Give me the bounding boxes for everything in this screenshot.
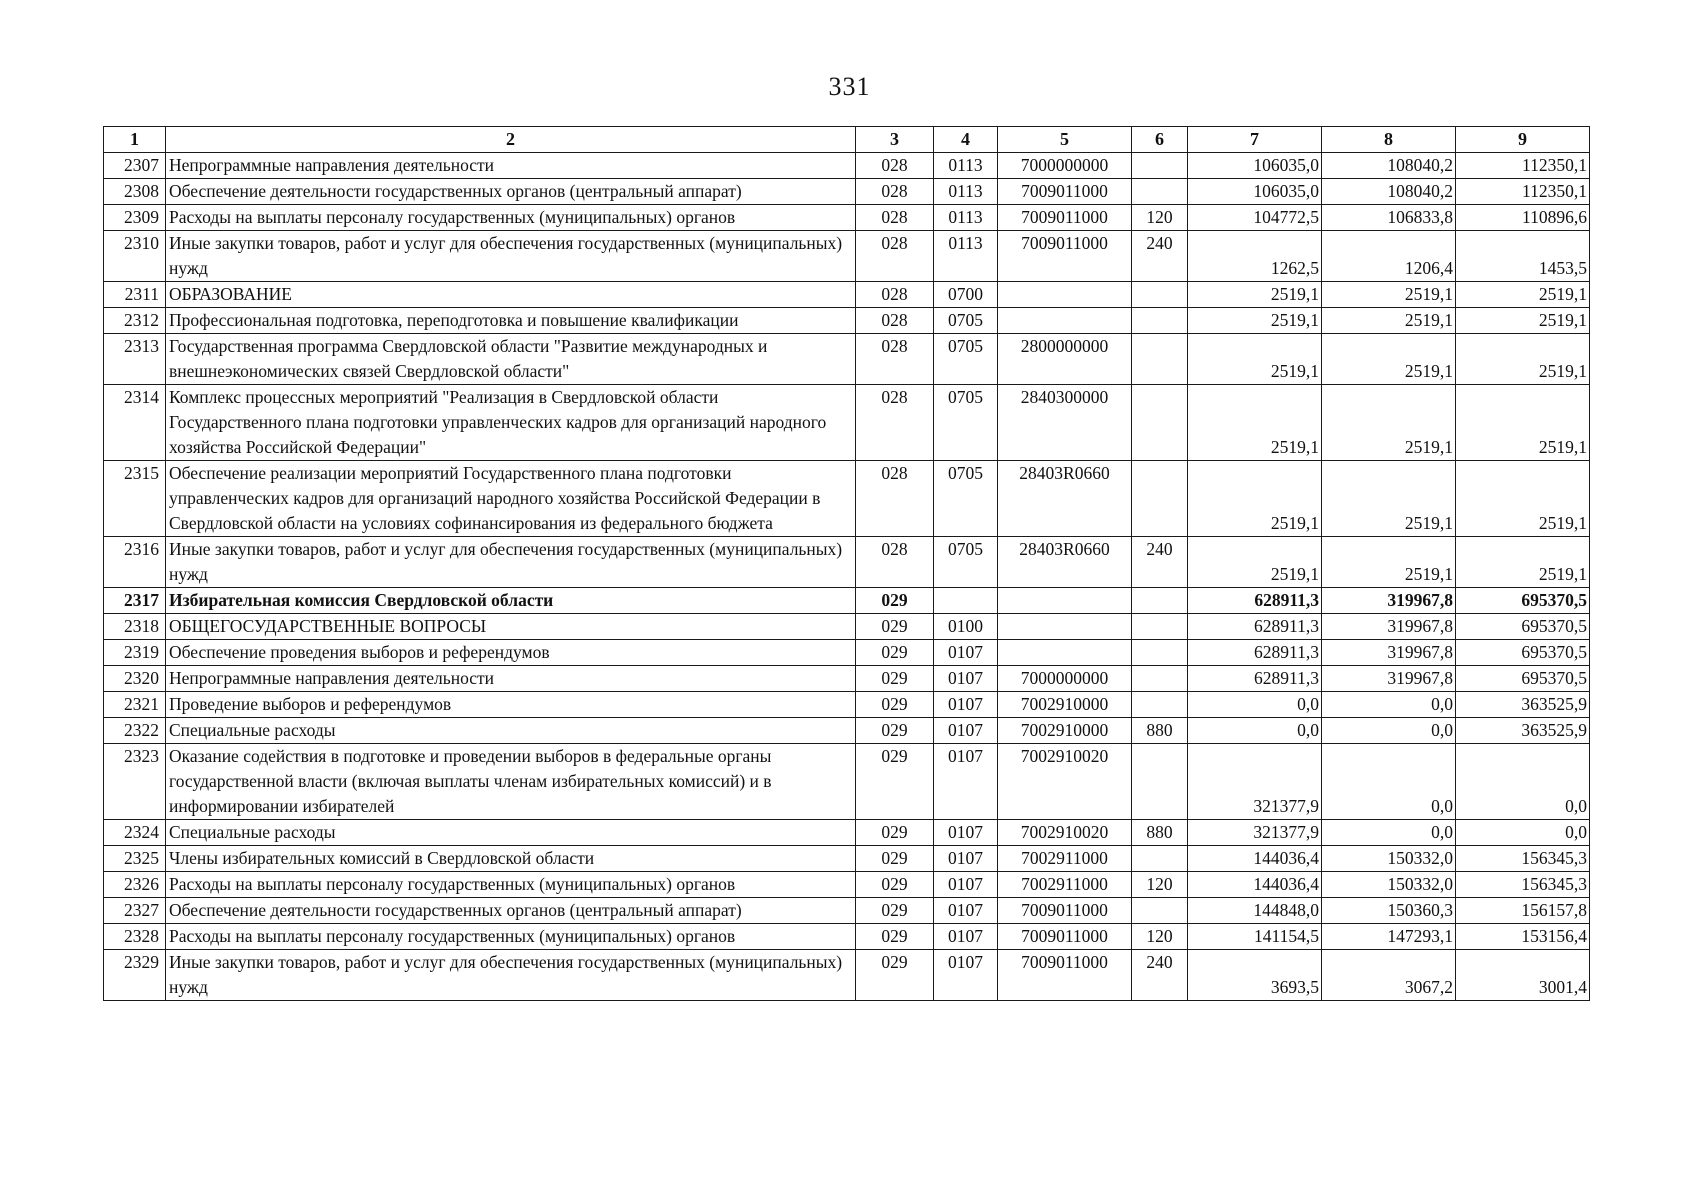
section-code: 0113 [934,153,998,179]
ministry-code: 029 [856,950,934,1001]
expense-type-code [1132,692,1188,718]
table-row [104,153,1590,179]
ministry-code: 029 [856,924,934,950]
target-item-code: 7000000000 [998,666,1132,692]
expense-type-code: 120 [1132,205,1188,231]
table-row [104,614,1590,640]
expense-type-code: 120 [1132,924,1188,950]
amount-col-9: 2519,1 [1456,461,1590,537]
section-code: 0705 [934,537,998,588]
header-col-4: 4 [934,127,998,153]
ministry-code: 029 [856,614,934,640]
budget-table [103,126,1590,1001]
ministry-code: 028 [856,385,934,461]
amount-col-8: 2519,1 [1322,334,1456,385]
target-item-code: 7002911000 [998,872,1132,898]
section-code: 0107 [934,640,998,666]
table-row [104,385,1590,461]
row-name: Члены избирательных комиссий в Свердловской области [166,846,856,872]
target-item-code: 7002910000 [998,692,1132,718]
row-number: 2307 [104,153,166,179]
expense-type-code [1132,846,1188,872]
ministry-code: 028 [856,461,934,537]
amount-col-7: 2519,1 [1188,308,1322,334]
amount-col-7: 628911,3 [1188,640,1322,666]
amount-col-7: 0,0 [1188,692,1322,718]
header-col-6: 6 [1132,127,1188,153]
table-row [104,692,1590,718]
section-code: 0107 [934,666,998,692]
row-name: Обеспечение деятельности государственных органов (центральный аппарат) [166,898,856,924]
ministry-code: 028 [856,537,934,588]
row-name: Обеспечение реализации мероприятий Государственного плана подготовки управленческих кадров для организаций народного хозяйства Российской Федерации в Свердловской области на условиях софинансирования из федерального бюджета [166,461,856,537]
target-item-code: 7002910020 [998,820,1132,846]
row-number: 2329 [104,950,166,1001]
row-number: 2318 [104,614,166,640]
amount-col-7: 1262,5 [1188,231,1322,282]
header-col-3: 3 [856,127,934,153]
amount-col-9: 1453,5 [1456,231,1590,282]
expense-type-code [1132,179,1188,205]
target-item-code: 7009011000 [998,231,1132,282]
amount-col-7: 3693,5 [1188,950,1322,1001]
target-item-code [998,308,1132,334]
amount-col-8: 150332,0 [1322,846,1456,872]
amount-col-9: 2519,1 [1456,334,1590,385]
amount-col-7: 144036,4 [1188,846,1322,872]
amount-col-9: 695370,5 [1456,588,1590,614]
section-code [934,588,998,614]
row-number: 2309 [104,205,166,231]
target-item-code: 7002911000 [998,846,1132,872]
amount-col-8: 2519,1 [1322,385,1456,461]
row-number: 2314 [104,385,166,461]
amount-col-7: 628911,3 [1188,588,1322,614]
table-row [104,461,1590,537]
amount-col-8: 147293,1 [1322,924,1456,950]
target-item-code: 7009011000 [998,179,1132,205]
page-number: 331 [828,72,871,101]
amount-col-9: 156345,3 [1456,872,1590,898]
amount-col-7: 321377,9 [1188,820,1322,846]
amount-col-8: 0,0 [1322,744,1456,820]
ministry-code: 029 [856,718,934,744]
row-name: Проведение выборов и референдумов [166,692,856,718]
row-number: 2316 [104,537,166,588]
ministry-code: 028 [856,334,934,385]
table-row [104,924,1590,950]
expense-type-code [1132,744,1188,820]
ministry-code: 029 [856,692,934,718]
header-row [104,127,1590,153]
amount-col-8: 0,0 [1322,718,1456,744]
header-col-8: 8 [1322,127,1456,153]
ministry-code: 028 [856,231,934,282]
table-row [104,537,1590,588]
amount-col-8: 150332,0 [1322,872,1456,898]
amount-col-8: 2519,1 [1322,308,1456,334]
amount-col-7: 106035,0 [1188,153,1322,179]
amount-col-9: 3001,4 [1456,950,1590,1001]
header-col-7: 7 [1188,127,1322,153]
amount-col-7: 104772,5 [1188,205,1322,231]
amount-col-9: 695370,5 [1456,614,1590,640]
expense-type-code: 120 [1132,872,1188,898]
row-name: Профессиональная подготовка, переподготовка и повышение квалификации [166,308,856,334]
section-code: 0107 [934,820,998,846]
amount-col-9: 110896,6 [1456,205,1590,231]
ministry-code: 028 [856,205,934,231]
section-code: 0705 [934,334,998,385]
row-name: Непрограммные направления деятельности [166,666,856,692]
amount-col-9: 0,0 [1456,820,1590,846]
amount-col-8: 3067,2 [1322,950,1456,1001]
target-item-code [998,614,1132,640]
row-number: 2311 [104,282,166,308]
amount-col-7: 2519,1 [1188,282,1322,308]
ministry-code: 029 [856,666,934,692]
expense-type-code [1132,461,1188,537]
amount-col-9: 112350,1 [1456,153,1590,179]
row-name: Обеспечение проведения выборов и референдумов [166,640,856,666]
target-item-code [998,588,1132,614]
table-row [104,231,1590,282]
table-row [104,282,1590,308]
expense-type-code [1132,282,1188,308]
row-number: 2319 [104,640,166,666]
amount-col-8: 2519,1 [1322,282,1456,308]
amount-col-8: 319967,8 [1322,640,1456,666]
row-name: Иные закупки товаров, работ и услуг для обеспечения государственных (муниципальных) нужд [166,231,856,282]
table-body [104,153,1590,1001]
row-name: Оказание содействия в подготовке и проведении выборов в федеральные органы государственной власти (включая выплаты членам избирательных комиссий) и в информировании избирателей [166,744,856,820]
row-name: Иные закупки товаров, работ и услуг для обеспечения государственных (муниципальных) нужд [166,537,856,588]
table-row [104,640,1590,666]
amount-col-7: 0,0 [1188,718,1322,744]
ministry-code: 028 [856,153,934,179]
amount-col-7: 2519,1 [1188,385,1322,461]
target-item-code: 7009011000 [998,924,1132,950]
amount-col-7: 628911,3 [1188,666,1322,692]
amount-col-9: 363525,9 [1456,718,1590,744]
amount-col-8: 106833,8 [1322,205,1456,231]
table-row [104,308,1590,334]
row-number: 2328 [104,924,166,950]
amount-col-8: 108040,2 [1322,179,1456,205]
row-name: Расходы на выплаты персоналу государственных (муниципальных) органов [166,924,856,950]
expense-type-code [1132,308,1188,334]
target-item-code: 7009011000 [998,205,1132,231]
expense-type-code [1132,334,1188,385]
ministry-code: 029 [856,898,934,924]
amount-col-9: 695370,5 [1456,640,1590,666]
amount-col-7: 2519,1 [1188,537,1322,588]
expense-type-code [1132,385,1188,461]
target-item-code: 28403R0660 [998,461,1132,537]
target-item-code: 2840300000 [998,385,1132,461]
section-code: 0700 [934,282,998,308]
amount-col-8: 2519,1 [1322,537,1456,588]
table-row [104,588,1590,614]
row-name: Комплекс процессных мероприятий "Реализация в Свердловской области Государственного плана подготовки управленческих кадров для организаций народного хозяйства Российской Федерации" [166,385,856,461]
row-number: 2322 [104,718,166,744]
amount-col-7: 2519,1 [1188,461,1322,537]
amount-col-9: 156157,8 [1456,898,1590,924]
target-item-code: 2800000000 [998,334,1132,385]
table-row [104,820,1590,846]
table-row [104,179,1590,205]
expense-type-code: 880 [1132,820,1188,846]
amount-col-7: 628911,3 [1188,614,1322,640]
ministry-code: 028 [856,282,934,308]
ministry-code: 029 [856,640,934,666]
section-code: 0107 [934,950,998,1001]
table-row [104,205,1590,231]
amount-col-9: 363525,9 [1456,692,1590,718]
ministry-code: 029 [856,846,934,872]
amount-col-9: 2519,1 [1456,282,1590,308]
amount-col-9: 2519,1 [1456,537,1590,588]
target-item-code: 7002910020 [998,744,1132,820]
section-code: 0113 [934,205,998,231]
section-code: 0705 [934,461,998,537]
target-item-code: 7009011000 [998,950,1132,1001]
row-name: ОБЩЕГОСУДАРСТВЕННЫЕ ВОПРОСЫ [166,614,856,640]
ministry-code: 029 [856,588,934,614]
row-number: 2310 [104,231,166,282]
expense-type-code [1132,588,1188,614]
amount-col-8: 108040,2 [1322,153,1456,179]
expense-type-code [1132,153,1188,179]
section-code: 0107 [934,924,998,950]
expense-type-code: 240 [1132,950,1188,1001]
row-name: Расходы на выплаты персоналу государственных (муниципальных) органов [166,872,856,898]
expense-type-code [1132,898,1188,924]
row-name: ОБРАЗОВАНИЕ [166,282,856,308]
row-name: Иные закупки товаров, работ и услуг для обеспечения государственных (муниципальных) нужд [166,950,856,1001]
section-code: 0113 [934,231,998,282]
expense-type-code: 240 [1132,231,1188,282]
table-row [104,950,1590,1001]
expense-type-code: 240 [1132,537,1188,588]
section-code: 0107 [934,846,998,872]
amount-col-8: 2519,1 [1322,461,1456,537]
amount-col-8: 0,0 [1322,692,1456,718]
amount-col-7: 2519,1 [1188,334,1322,385]
section-code: 0100 [934,614,998,640]
section-code: 0107 [934,898,998,924]
amount-col-9: 695370,5 [1456,666,1590,692]
amount-col-9: 2519,1 [1456,308,1590,334]
section-code: 0705 [934,385,998,461]
target-item-code: 7000000000 [998,153,1132,179]
ministry-code: 028 [856,308,934,334]
amount-col-8: 150360,3 [1322,898,1456,924]
ministry-code: 028 [856,179,934,205]
row-number: 2312 [104,308,166,334]
header-col-9: 9 [1456,127,1590,153]
table-row [104,846,1590,872]
row-number: 2320 [104,666,166,692]
row-name: Расходы на выплаты персоналу государственных (муниципальных) органов [166,205,856,231]
amount-col-8: 0,0 [1322,820,1456,846]
row-name: Специальные расходы [166,718,856,744]
amount-col-9: 0,0 [1456,744,1590,820]
amount-col-9: 112350,1 [1456,179,1590,205]
header-col-1: 1 [104,127,166,153]
amount-col-8: 319967,8 [1322,666,1456,692]
target-item-code [998,640,1132,666]
amount-col-7: 144036,4 [1188,872,1322,898]
expense-type-code [1132,614,1188,640]
amount-col-9: 156345,3 [1456,846,1590,872]
section-code: 0705 [934,308,998,334]
amount-col-8: 1206,4 [1322,231,1456,282]
target-item-code: 7009011000 [998,898,1132,924]
expense-type-code [1132,666,1188,692]
row-number: 2317 [104,588,166,614]
row-number: 2326 [104,872,166,898]
row-name: Государственная программа Свердловской области "Развитие международных и внешнеэкономических связей Свердловской области" [166,334,856,385]
row-number: 2325 [104,846,166,872]
amount-col-7: 321377,9 [1188,744,1322,820]
amount-col-7: 106035,0 [1188,179,1322,205]
ministry-code: 029 [856,820,934,846]
row-number: 2315 [104,461,166,537]
table-row [104,666,1590,692]
ministry-code: 029 [856,872,934,898]
amount-col-8: 319967,8 [1322,614,1456,640]
table-row [104,872,1590,898]
target-item-code [998,282,1132,308]
header-col-2: 2 [166,127,856,153]
target-item-code: 7002910000 [998,718,1132,744]
expense-type-code: 880 [1132,718,1188,744]
row-number: 2321 [104,692,166,718]
table-row [104,744,1590,820]
expense-type-code [1132,640,1188,666]
row-number: 2313 [104,334,166,385]
table-row [104,334,1590,385]
row-name: Специальные расходы [166,820,856,846]
table-row [104,718,1590,744]
section-code: 0107 [934,872,998,898]
row-number: 2323 [104,744,166,820]
section-code: 0113 [934,179,998,205]
row-name: Непрограммные направления деятельности [166,153,856,179]
amount-col-7: 141154,5 [1188,924,1322,950]
row-number: 2324 [104,820,166,846]
amount-col-8: 319967,8 [1322,588,1456,614]
table-row [104,898,1590,924]
section-code: 0107 [934,692,998,718]
target-item-code: 28403R0660 [998,537,1132,588]
section-code: 0107 [934,718,998,744]
row-number: 2308 [104,179,166,205]
amount-col-7: 144848,0 [1188,898,1322,924]
section-code: 0107 [934,744,998,820]
header-col-5: 5 [998,127,1132,153]
amount-col-9: 153156,4 [1456,924,1590,950]
row-number: 2327 [104,898,166,924]
amount-col-9: 2519,1 [1456,385,1590,461]
row-name: Избирательная комиссия Свердловской области [166,588,856,614]
ministry-code: 029 [856,744,934,820]
row-name: Обеспечение деятельности государственных органов (центральный аппарат) [166,179,856,205]
